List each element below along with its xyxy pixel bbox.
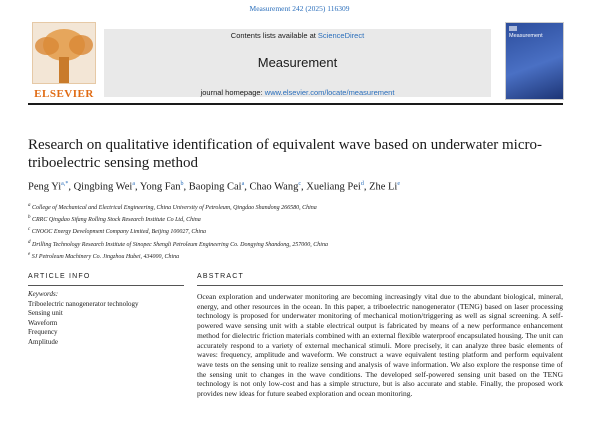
affiliation-text: College of Mechanical and Electrical Engineering, China University of Petroleum, Qingdao Shandong 266580, China [30, 205, 317, 211]
abstract-text: Ocean exploration and underwater monitoring are becoming increasingly vital due to the abundant biological, mineral, energy, and other resources in the ocean. In this paper, a triboelectric nanogenerator (TENG) based on laser processing technology is proposed for underwater monitoring of mechanical motion/triggering as well as signal screening. A self-powered wave sensing unit with a stable electrical output is fabricated by means of a new performance enhancement method for dielectric friction materials combined with an external flexible waterproof encapsulated housing. The unit can accurately respond to a variety of external mechanical stimuli. More precisely, it can analyze three basic elements of waves: frequency, amplitude and waveform. We construct a wave equivalent testing platform and perform equivalent wave tests on the sensing unit to realize sensing and analysis of wave information. We also explore the response time of the sensing unit to changes in the wave conditions. The developed self-powered sensing unit based on the TENG technology is not only low-cost and has a simple structure, but is also accurate and stable. Finally, the proposed work provides new ideas for future seabed exploration and ocean monitoring. [197, 292, 563, 399]
author-name[interactable]: Qingbing Wei [73, 181, 133, 193]
keyword-item: Triboelectric nanogenerator technology [28, 299, 139, 308]
author-affiliation-marker[interactable]: a [241, 181, 245, 187]
author-affiliation-marker[interactable]: b [180, 181, 184, 187]
affiliation-item [28, 213, 563, 225]
author-name[interactable]: Baoping Cai [188, 181, 242, 193]
sciencedirect-link[interactable]: ScienceDirect [317, 31, 365, 40]
author-name[interactable]: Xueliang Pei [306, 181, 361, 193]
elsevier-wordmark: ELSEVIER [34, 88, 94, 100]
abstract-heading: ABSTRACT [197, 273, 244, 280]
affiliation-text: Drilling Technology Research Institute of Sinopec Shengli Petroleum Engineering Co. Dongying Shandong, 257000, China [30, 241, 328, 248]
affiliation-item [28, 250, 563, 262]
author-name[interactable]: Yong Fan [139, 181, 181, 193]
contents-line [104, 31, 491, 40]
affiliation-list [28, 201, 563, 262]
affiliation-item [28, 225, 563, 237]
keyword-item: Waveform [28, 318, 58, 327]
paper-title: Research on qualitative identification of equivalent wave based on underwater micro-triboelectric sensing method [28, 137, 542, 171]
header-divider [28, 103, 563, 105]
keyword-item: Sensing unit [28, 309, 63, 317]
author-affiliation-marker[interactable]: a [132, 181, 135, 187]
author-name[interactable]: Peng Yi [28, 181, 62, 193]
abstract-divider [197, 285, 563, 286]
journal-reference[interactable]: Measurement 242 (2025) 116309 [249, 4, 350, 13]
author-name[interactable]: Chao Wang [249, 181, 299, 193]
author-affiliation-marker[interactable]: d [360, 181, 364, 187]
keyword-item: Amplitude [28, 337, 58, 346]
elsevier-tree-logo-icon [32, 22, 96, 84]
author-affiliation-marker[interactable]: c [298, 181, 302, 187]
author-name[interactable]: Zhe Li [369, 181, 398, 193]
author-affiliation-marker[interactable]: a,* [61, 181, 69, 187]
journal-header-box [104, 29, 491, 97]
affiliation-key: d [28, 239, 31, 245]
publisher-logo[interactable] [28, 22, 100, 102]
homepage-line [104, 88, 491, 97]
affiliation-key: c [28, 227, 31, 233]
author-affiliation-marker[interactable]: e [397, 181, 401, 187]
journal-title: Measurement [257, 55, 338, 70]
keywords-label: Keywords: [28, 290, 59, 298]
article-info-divider [28, 285, 184, 286]
homepage-label: journal homepage: [200, 88, 265, 97]
article-info-heading: ARTICLE INFO [28, 273, 91, 280]
affiliation-key: e [28, 251, 31, 257]
affiliation-text: SJ Petroleum Machinery Co. Jingzhou Hubei, 434000, China [30, 253, 180, 260]
journal-cover-thumbnail[interactable] [505, 22, 564, 100]
journal-homepage-link[interactable]: www.elsevier.com/locate/measurement [264, 88, 395, 97]
affiliation-item [28, 201, 563, 213]
affiliation-key: b [28, 215, 31, 221]
affiliation-item [28, 238, 563, 250]
affiliation-text: CRRC Qingdao Sifang Rolling Stock Research Institute Co Ltd, China [30, 217, 201, 224]
keyword-list [28, 300, 188, 348]
contents-prefix: Contents lists available at [230, 31, 318, 40]
affiliation-text: CNOOC Energy Development Company Limited, Beijing 100027, China [30, 229, 206, 236]
keyword-item: Frequency [28, 328, 58, 336]
author-list: Peng $Yi^{a,*}$, Qingbing Wei$^a$, Yong Fan$^b$, Baoping Cai$^a$, Chao Wang$^c$, Xueliang Pei$^d$, Zhe Li$^e$ [28, 181, 401, 193]
keywords-block [28, 290, 188, 347]
affiliation-key: a [28, 203, 31, 208]
cover-title: Measurement [509, 33, 543, 39]
cover-logo-icon [509, 26, 517, 31]
